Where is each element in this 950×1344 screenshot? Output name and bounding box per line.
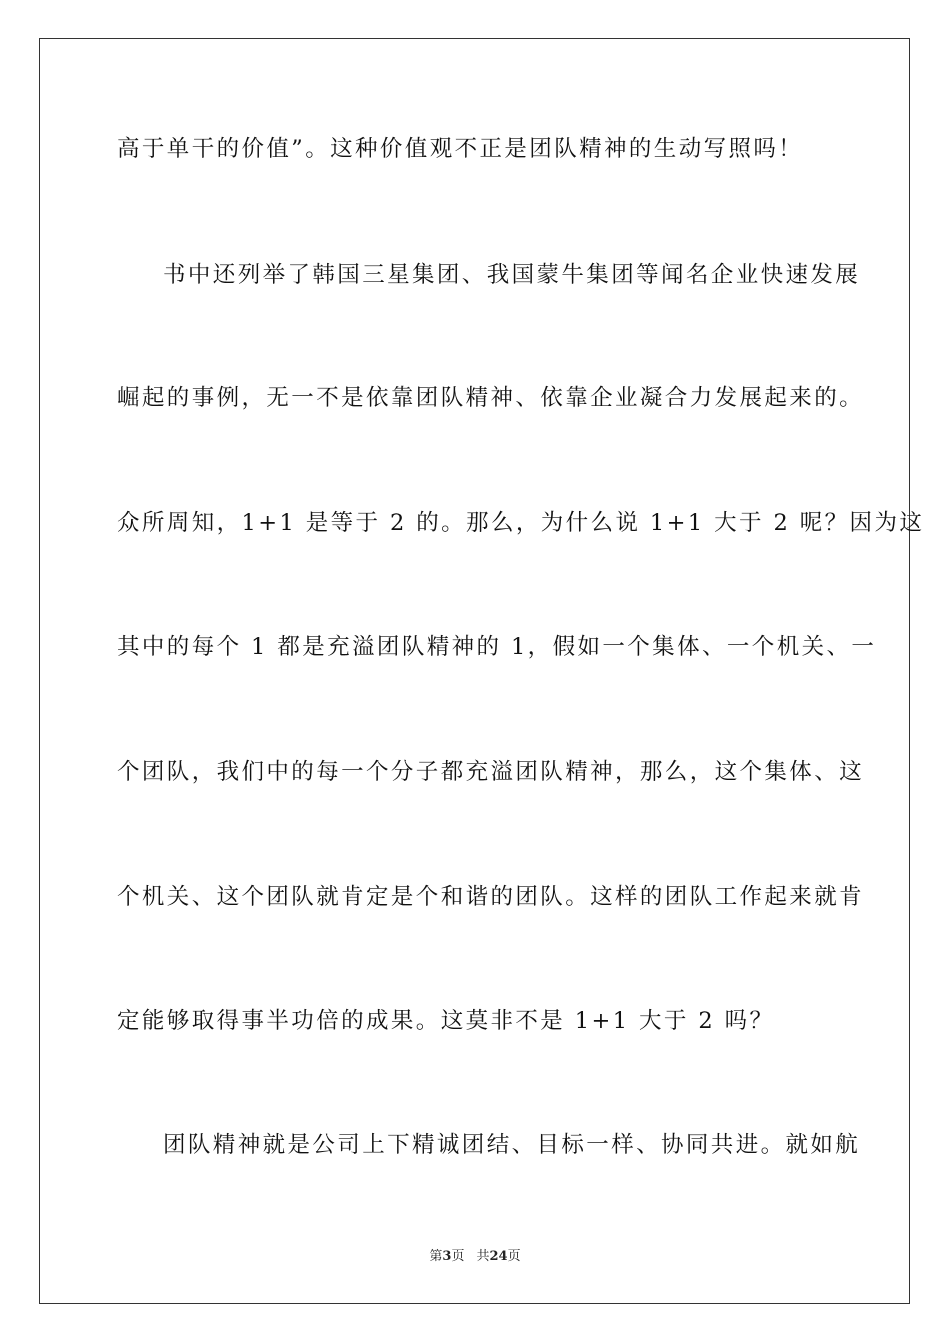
body-line-3: 崛起的事例，无一不是依靠团队精神、依靠企业凝合力发展起来的。 [117,385,865,411]
page-prefix: 第 [429,1249,443,1264]
page-unit: 页 [451,1249,465,1264]
body-line-7: 个机关、这个团队就肯定是个和谐的团队。这样的团队工作起来就肯 [117,884,865,910]
current-page-number: 3 [442,1249,452,1264]
page-footer [0,1249,950,1265]
page-border [39,38,925,1304]
body-line-5: 其中的每个 1 都是充溢团队精神的 1，假如一个集体、一个机关、一 [117,634,877,660]
body-line-8: 定能够取得事半功倍的成果。这莫非不是 1+1 大于 2 吗？ [117,1008,775,1034]
total-prefix: 共 [476,1249,490,1264]
body-line-6: 个团队，我们中的每一个分子都充溢团队精神，那么，这个集体、这 [117,759,865,785]
total-unit: 页 [507,1249,521,1264]
total-page-count: 24 [489,1249,508,1264]
body-line-1: 高于单干的价值”。这种价值观不正是团队精神的生动写照吗！ [117,136,804,162]
body-line-9: 团队精神就是公司上下精诚团结、目标一样、协同共进。就如航 [163,1132,861,1158]
body-line-4: 众所周知，1+1 是等于 2 的。那么，为什么说 1+1 大于 2 呢？因为这 [117,510,925,536]
body-line-2: 书中还列举了韩国三星集团、我国蒙牛集团等闻名企业快速发展 [163,262,861,288]
